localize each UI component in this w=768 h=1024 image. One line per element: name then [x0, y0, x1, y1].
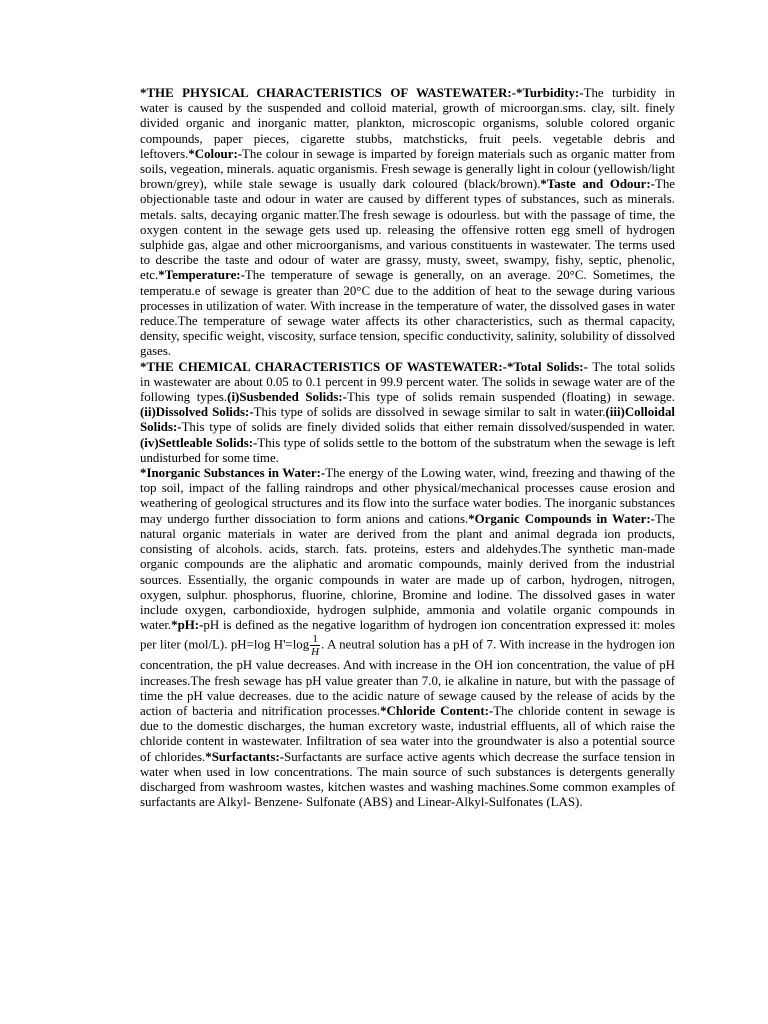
text-taste-odour: The objectionable taste and odour in water are caused by different types of substances, such as minerals. metals. salts, decaying organic matter.The fresh sewage is odourless. but with the passage of time, the oxygen content in the sewage gets used up. releasing the offensive rotten egg smell of hydrogen sulphide gas, algae and other microorganisms, and various constituents in wastewater. The terms used to describe the taste and odour of water are grassy, musty, sweet, swampy, fishy, septic, phenolic, etc. — [140, 177, 676, 283]
heading-colloidal-solids: (iii)Colloidal Solids:- — [140, 405, 675, 435]
physical-characteristics-paragraph — [140, 86, 675, 360]
heading-colour: *Colour:- — [188, 146, 243, 161]
text-turbidity: The turbidity in water is caused by the suspended and colloid material, growth of microorgan.sms. clay, silt. finely divided organic and inorganic matter, plankton, microscopic organisms, soluble colored organic compounds, paper pieces, cigarette stubbs, matchsticks, fruit peels. vegetable debris and leftovers. — [140, 86, 675, 161]
text-settleable-solids: This type of solids settle to the bottom of the substratum when the sewage is left undisturbed for some time. — [140, 435, 675, 465]
heading-chloride: *Chloride Content:- — [380, 703, 494, 718]
fraction-denominator: H — [311, 646, 320, 659]
ph-fraction — [310, 633, 320, 658]
text-temperature: The temperature of sewage is generally, on an average. 20°C. Sometimes, the temperatu.e of sewage is greater than 20°C due to the addition of heat to the sewage during various processes in utilization of water. With increase in the temperature of water, the dissolved gases in water reduce.The temperature of sewage water affects its other characteristics, such as thermal capacity, density, specific weight, viscosity, surface tension, specific conductivity, salinity, solubility of dissolved gases. — [140, 268, 675, 359]
heading-physical: *THE PHYSICAL CHARACTERISTICS OF WASTEWATER:- — [140, 86, 517, 100]
text-chloride: The chloride content in sewage is due to the domestic discharges, the human excretory waste, industrial effluents, all of which raise the chloride content in wastewater. Infiltration of sea water into the groundwater is also a potential source of chlorides. — [140, 703, 675, 764]
heading-settleable-solids: (iv)Settleable Solids:- — [140, 435, 258, 450]
text-suspended-solids: This type of solids remain suspended (floating) in sewage. — [346, 390, 675, 405]
text-organic: The natural organic materials in water are derived from the plant and animal degrada ion products, consisting of alcohols. acids, starch. fats. proteins, esters and aldehydes.The synthetic man-made organic compounds are the aliphatic and aromatic compounds, mainly derived from the industrial sources. Essentially, the organic compounds in water are made up of carbon, hydrogen, nitrogen, oxygen, sulphur. phosphorus, fluorine, chlorine, Bromine and lodine. The dissolved gases in water include oxygen, carbondioxide, hydrogen sulphide, ammonia and volatile organic compounds in water. — [140, 511, 675, 633]
text-colour: The colour in sewage is imparted by foreign materials such as organic matter from soils, vegeation, minerals. aquatic organismis. Fresh sewage is generally light in colour (yellowish/light brown/grey), while stale sewage is usually dark coloured (black/brown). — [140, 146, 675, 192]
heading-inorganic: *Inorganic Substances in Water:- — [140, 466, 326, 481]
text-dissolved-solids: This type of solids are dissolved in sewage similar to salt in water. — [253, 405, 606, 420]
substances-paragraph — [140, 466, 675, 810]
heading-temperature: *Temperature:- — [158, 268, 245, 283]
text-ph-continued: . A neutral solution has a pH of 7. With increase in the hydrogen ion concentration, the pH value decreases. And with increase in the OH ion concentration, the value of pH increases.The fresh sewage has pH value greater than 7.0, ie alkaline in nature, but with the passage of time the pH value decreases. due to the acidic nature of sewage caused by the release of acids by the action of bacteria and nitrification processes. — [140, 637, 675, 718]
text-ph-definition: pH is defined as the negative logarithm of hydrogen ion concentration expressed it: moles per liter (mol/L). pH=log H'=log — [140, 618, 675, 652]
heading-ph: *pH:- — [171, 618, 204, 633]
heading-dissolved-solids: (ii)Dissolved Solids:- — [140, 405, 254, 420]
document-page — [140, 86, 675, 810]
text-total-solids: The total solids in wastewater are about 0.05 to 0.1 percent in 99.9 percent water. The solids in sewage water are of the following types. — [140, 359, 675, 405]
heading-total-solids: *Total Solids:- — [506, 359, 588, 374]
fraction-numerator: 1 — [312, 633, 318, 646]
text-inorganic: The energy of the Lowing water, wind, freezing and thawing of the top soil, impact of the falling raindrops and other physical/mechanical processes cause erosion and weathering of geological structures and its flow into the surface water bodies. The inorganic substances may undergo further dissociation to form anions and cations. — [140, 466, 676, 526]
heading-suspended-solids: (i)Susbended Solids:- — [227, 390, 347, 405]
heading-surfactants: *Surfactants:- — [205, 749, 285, 764]
text-colloidal-solids: This type of solids are finely divided solids that either remain dissolved/suspended in water. — [181, 420, 675, 435]
text-surfactants: Surfactants are surface active agents which decrease the surface tension in water when used in low concentrations. The main source of such substances is detergents generally discharged from washroom wastes, kitchen wastes and washing machines.Some common examples of surfactants are Alkyl- Benzene- Sulfonate (ABS) and Linear-Alkyl-Sulfonates (LAS). — [140, 749, 675, 810]
heading-chemical: *THE CHEMICAL CHARACTERISTICS OF WASTEWATER:- — [140, 359, 507, 374]
heading-taste-odour: *Taste and Odour:- — [540, 177, 655, 192]
heading-turbidity: *Turbidity:- — [516, 86, 584, 100]
heading-organic: *Organic Compounds in Water:- — [468, 511, 655, 526]
chemical-characteristics-paragraph — [140, 360, 675, 466]
